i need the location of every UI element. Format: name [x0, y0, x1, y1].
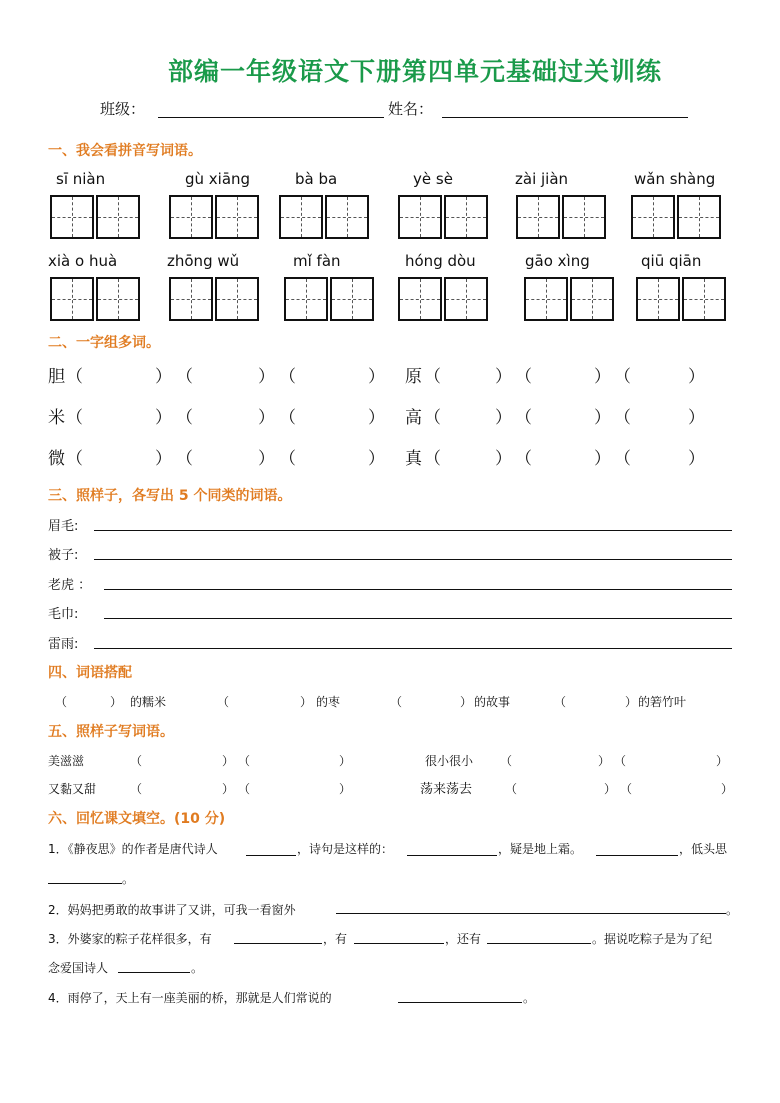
q3-text: ，还有: [445, 932, 482, 946]
paren-close: ）: [460, 695, 473, 709]
paren-close: ）: [688, 367, 705, 387]
pinyin-11: gāo xìng: [525, 252, 590, 270]
paren-close: ）: [625, 695, 638, 709]
paren-close: ）: [594, 449, 611, 469]
char-box[interactable]: [570, 277, 614, 321]
group-char: 胆: [48, 367, 65, 387]
paren-close: ）: [155, 449, 172, 469]
paren-open: （: [238, 782, 251, 796]
section-2-title: 二、一字组多词。: [48, 335, 160, 351]
paren-close: ）: [495, 367, 512, 387]
fill-blank[interactable]: [48, 883, 122, 884]
answer-line[interactable]: [94, 530, 732, 531]
class-blank[interactable]: [158, 117, 384, 118]
paren-open: （: [130, 782, 143, 796]
char-box[interactable]: [444, 195, 488, 239]
pinyin-5: zài jiàn: [515, 170, 569, 188]
paren-open: （: [424, 408, 441, 428]
fill-blank[interactable]: [487, 943, 591, 944]
paren-open: （: [279, 367, 296, 387]
paren-open: （: [614, 367, 631, 387]
paren-open: （: [279, 408, 296, 428]
paren-close: ）: [688, 449, 705, 469]
fill-blank[interactable]: [596, 855, 678, 856]
paren-open: （: [176, 408, 193, 428]
pinyin-2: gù xiāng: [185, 170, 251, 188]
q1-text: 1．《静夜思》的作者是唐代诗人: [48, 842, 218, 856]
fill-blank[interactable]: [336, 913, 726, 914]
pinyin-10: hóng dòu: [405, 252, 476, 270]
section-3-title: 三、照样子，各写出 5 个同类的词语。: [48, 488, 292, 504]
fill-blank[interactable]: [407, 855, 497, 856]
fill-blank[interactable]: [246, 855, 296, 856]
paren-close: ）: [339, 754, 352, 768]
q1-text: ，疑是地上霜。: [498, 842, 583, 856]
q3-text: 。据说吃粽子是为了纪: [592, 932, 713, 946]
char-box[interactable]: [96, 195, 140, 239]
char-box[interactable]: [516, 195, 560, 239]
period: 。: [726, 903, 739, 917]
fill-blank[interactable]: [354, 943, 444, 944]
char-box[interactable]: [636, 277, 680, 321]
answer-line[interactable]: [94, 648, 732, 649]
section-4-title: 四、词语搭配: [48, 665, 132, 681]
paren-close: ）: [110, 695, 123, 709]
paren-open: （: [66, 408, 83, 428]
paren-close: ）: [688, 408, 705, 428]
fill-blank[interactable]: [118, 972, 190, 973]
q4-text: 4．雨停了，天上有一座美丽的桥，那就是人们常说的: [48, 991, 332, 1005]
char-box[interactable]: [169, 277, 213, 321]
char-box[interactable]: [562, 195, 606, 239]
pinyin-9: mǐ fàn: [293, 252, 341, 270]
paren-open: （: [500, 754, 513, 768]
q3-text: 3．外婆家的粽子花样很多，有: [48, 932, 212, 946]
paren-close: ）: [495, 449, 512, 469]
paren-close: ）: [155, 367, 172, 387]
q1-text: ，低头思: [679, 842, 728, 856]
q3-text: 念爱国诗人: [48, 961, 109, 975]
category-label: 被子:: [48, 548, 79, 563]
group-char: 米: [48, 408, 65, 428]
paren-open: （: [505, 782, 518, 796]
paren-open: （: [390, 695, 403, 709]
paren-close: ）: [368, 408, 385, 428]
paren-close: ）: [721, 782, 734, 796]
pinyin-12: qiū qiān: [641, 252, 702, 270]
period: 。: [523, 991, 536, 1005]
char-box[interactable]: [50, 195, 94, 239]
paren-open: （: [176, 367, 193, 387]
paren-open: （: [614, 449, 631, 469]
answer-line[interactable]: [104, 618, 732, 619]
paren-close: ）: [604, 782, 617, 796]
period: 。: [191, 961, 204, 975]
paren-open: （: [620, 782, 633, 796]
q1-text: ，诗句是这样的：: [297, 842, 394, 856]
paren-open: （: [130, 754, 143, 768]
paren-open: （: [66, 449, 83, 469]
paren-close: ）: [258, 367, 275, 387]
paren-open: （: [55, 695, 68, 709]
answer-line[interactable]: [94, 559, 732, 560]
class-label: 班级：: [100, 100, 146, 118]
q3-text: ，有: [323, 932, 348, 946]
name-blank[interactable]: [442, 117, 688, 118]
group-char: 微: [48, 449, 65, 469]
section-5-title: 五、照样子写词语。: [48, 724, 174, 740]
fill-blank[interactable]: [398, 1002, 522, 1003]
collocation-item: 的糯米: [130, 695, 167, 709]
paren-close: ）: [222, 782, 235, 796]
paren-close: ）: [339, 782, 352, 796]
example-word: 很小很小: [425, 754, 474, 768]
category-label: 毛巾:: [48, 607, 79, 622]
group-char: 真: [405, 449, 422, 469]
example-word: 美滋滋: [48, 754, 85, 768]
paren-open: （: [554, 695, 567, 709]
char-box[interactable]: [398, 195, 442, 239]
answer-line[interactable]: [104, 589, 732, 590]
char-box[interactable]: [398, 277, 442, 321]
paren-close: ）: [155, 408, 172, 428]
char-box[interactable]: [96, 277, 140, 321]
paren-close: ）: [598, 754, 611, 768]
paren-close: ）: [258, 449, 275, 469]
paren-open: （: [424, 449, 441, 469]
paren-open: （: [66, 367, 83, 387]
paren-open: （: [515, 408, 532, 428]
paren-close: ）: [495, 408, 512, 428]
char-box[interactable]: [524, 277, 568, 321]
paren-close: ）: [222, 754, 235, 768]
char-box[interactable]: [215, 277, 259, 321]
category-label: 老虎 ：: [48, 578, 92, 593]
name-label: 姓名：: [388, 100, 434, 118]
paren-open: （: [515, 449, 532, 469]
group-char: 原: [405, 367, 422, 387]
paren-close: ）: [594, 408, 611, 428]
page-title: 部编一年级语文下册第四单元基础过关训练: [167, 57, 662, 86]
q2-text: 2．妈妈把勇敢的故事讲了又讲，可我一看窗外: [48, 903, 296, 917]
pinyin-7: xià o huà: [48, 252, 118, 270]
pinyin-6: wǎn shàng: [634, 170, 716, 188]
char-box[interactable]: [444, 277, 488, 321]
char-box[interactable]: [279, 195, 323, 239]
paren-open: （: [238, 754, 251, 768]
pinyin-1: sī niàn: [56, 170, 106, 188]
paren-close: ）: [258, 408, 275, 428]
char-box[interactable]: [215, 195, 259, 239]
example-word: 又黏又甜: [48, 782, 97, 796]
category-label: 眉毛:: [48, 519, 79, 534]
collocation-item: 的箬竹叶: [638, 695, 687, 709]
group-char: 高: [405, 408, 422, 428]
section-1-title: 一、我会看拼音写词语。: [48, 143, 202, 159]
paren-open: （: [217, 695, 230, 709]
category-label: 雷雨:: [48, 637, 79, 652]
char-box[interactable]: [325, 195, 369, 239]
section-6-title: 六、回忆课文填空。(10 分): [48, 811, 226, 827]
char-box[interactable]: [284, 277, 328, 321]
char-box[interactable]: [50, 277, 94, 321]
char-box[interactable]: [169, 195, 213, 239]
paren-open: （: [279, 449, 296, 469]
paren-close: ）: [594, 367, 611, 387]
paren-close: ）: [368, 449, 385, 469]
paren-open: （: [176, 449, 193, 469]
pinyin-4: yè sè: [413, 170, 453, 188]
paren-open: （: [424, 367, 441, 387]
pinyin-8: zhōng wǔ: [167, 252, 240, 270]
paren-close: ）: [368, 367, 385, 387]
paren-close: ）: [300, 695, 313, 709]
paren-open: （: [515, 367, 532, 387]
char-box[interactable]: [330, 277, 374, 321]
example-word: 荡来荡去: [420, 782, 473, 797]
collocation-item: 的枣: [316, 695, 341, 709]
char-box[interactable]: [682, 277, 726, 321]
char-box[interactable]: [631, 195, 675, 239]
char-box[interactable]: [677, 195, 721, 239]
collocation-item: 的故事: [474, 695, 511, 709]
fill-blank[interactable]: [234, 943, 322, 944]
paren-close: ）: [716, 754, 729, 768]
period: 。: [122, 872, 135, 886]
pinyin-3: bà ba: [295, 170, 338, 188]
paren-open: （: [614, 754, 627, 768]
paren-open: （: [614, 408, 631, 428]
